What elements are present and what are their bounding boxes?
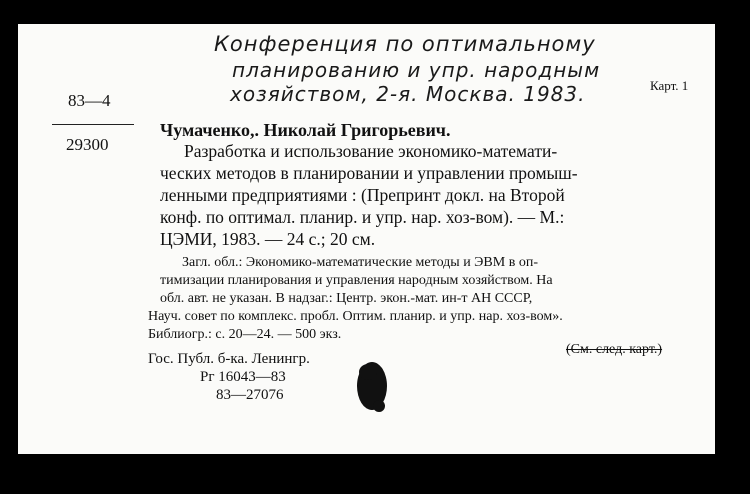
- library-line-2: Рг 16043—83: [200, 369, 286, 385]
- handwritten-note-line-2: планированию и упр. народным: [232, 58, 601, 82]
- title-line-5: ЦЭМИ, 1983. — 24 с.; 20 см.: [160, 229, 376, 249]
- title-line-2: ческих методов в планировании и управлении промыш-: [160, 163, 578, 183]
- card-number-mark: Карт. 1: [650, 78, 689, 93]
- author-heading: Чумаченко,. Николай Григорьевич.: [160, 120, 451, 140]
- note-line-1: Загл. обл.: Экономико-математические методы и ЭВМ в оп-: [182, 255, 538, 270]
- handwritten-note-line-1: Конференция по оптимальному: [214, 32, 596, 56]
- handwritten-note-line-3: хозяйством, 2-я. Москва. 1983.: [230, 82, 586, 106]
- title-line-3: ленными предприятиями : (Препринт докл. на Второй: [160, 185, 565, 205]
- note-line-2: тимизации планирования и управления народным хозяйством. На: [160, 273, 553, 288]
- library-line-1: Гос. Публ. б-ка. Ленингр.: [148, 351, 310, 367]
- note-line-3: обл. авт. не указан. В надзаг.: Центр. экон.-мат. ин-т АН СССР,: [160, 291, 533, 306]
- call-number-divider: [52, 124, 134, 125]
- title-line-1: Разработка и использование экономико-математи-: [184, 141, 558, 161]
- call-number-bottom: 29300: [66, 135, 109, 154]
- call-number-top: 83—4: [68, 91, 111, 110]
- catalog-card: [18, 24, 715, 454]
- note-line-4: Науч. совет по комплекс. пробл. Оптим. планир. и упр. нар. хоз-вом».: [148, 309, 563, 324]
- note-line-5: Библиогр.: с. 20—24. — 500 экз.: [148, 327, 342, 342]
- library-line-3: 83—27076: [216, 387, 284, 403]
- title-line-4: конф. по оптимал. планир. и упр. нар. хоз-вом). — М.:: [160, 207, 565, 227]
- ink-blot: [348, 354, 398, 424]
- see-next-card: (См. след. карт.): [566, 342, 663, 357]
